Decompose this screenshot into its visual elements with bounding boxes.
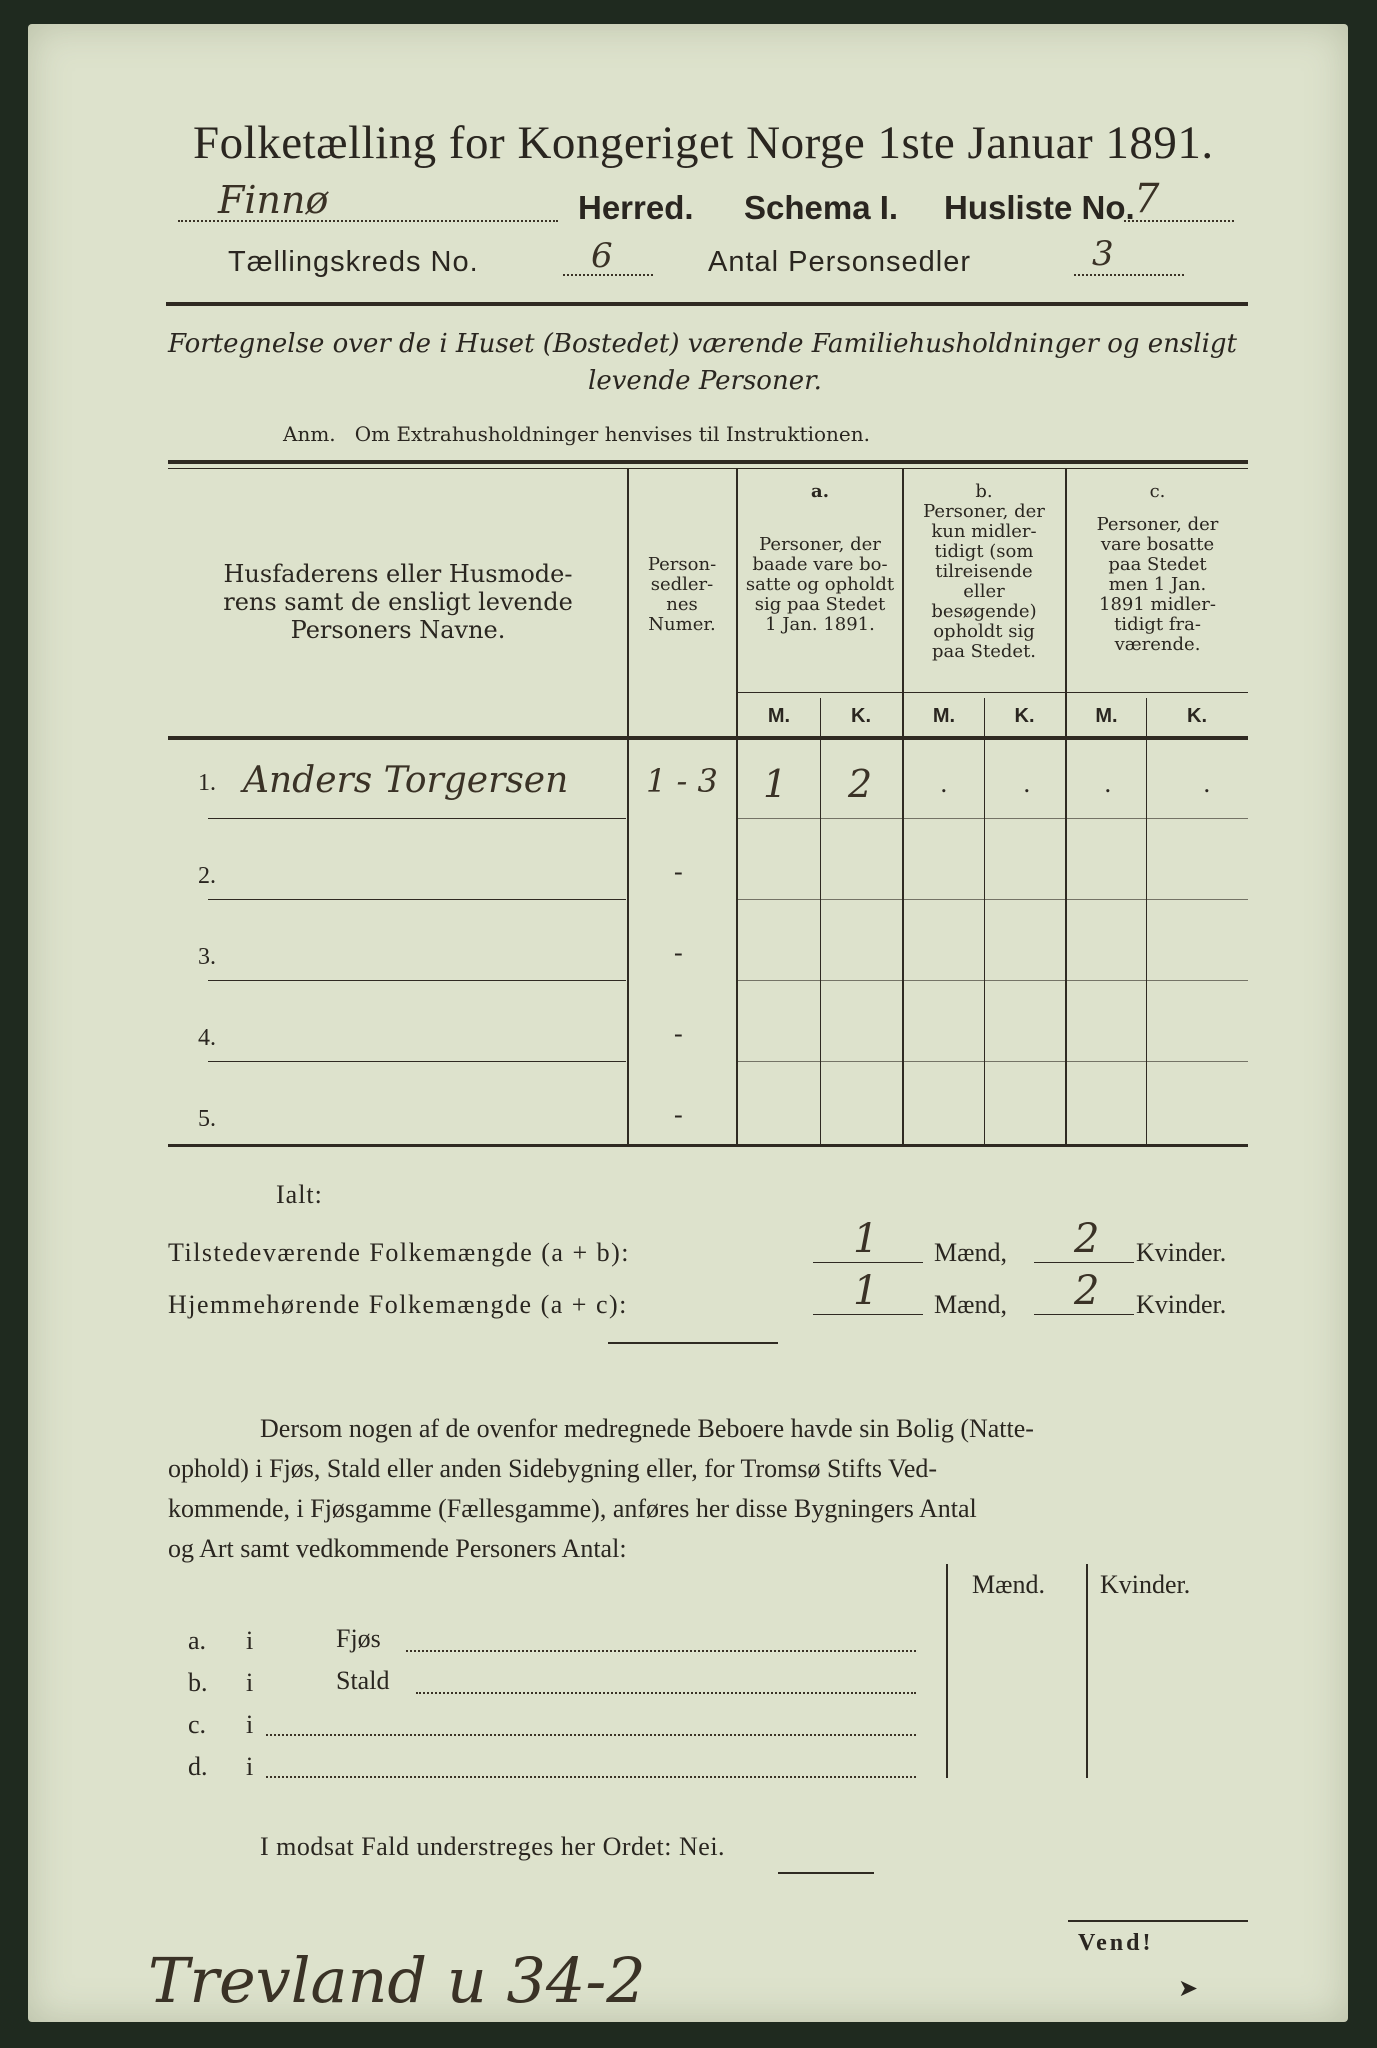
item-prep: i <box>246 1626 254 1655</box>
col-a-letter: a. <box>811 481 829 502</box>
tilstede-maend-value: 1 <box>853 1216 879 1262</box>
antal-value: 3 <box>1092 234 1114 274</box>
hjemme-kvinder-field <box>1034 1268 1134 1316</box>
table-row <box>168 740 1248 821</box>
table-row <box>168 983 1248 1064</box>
item-letter: a. <box>188 1626 207 1655</box>
hjemme-maend-field <box>813 1268 923 1316</box>
number-column-header: Person- sedler- nes Numer. <box>647 554 717 635</box>
building-item <box>176 1746 916 1786</box>
count-c-m: . <box>1104 770 1112 798</box>
item-prep: i <box>246 1752 254 1781</box>
table-row <box>168 902 1248 983</box>
modsat-note: I modsat Fald understreges her Ordet: Nei. <box>260 1832 726 1861</box>
section-divider <box>608 1342 778 1344</box>
buildings-para-line2: ophold) i Fjøs, Stald eller anden Sidebygning eller, for Tromsø Stifts Ved- <box>168 1454 938 1483</box>
col-b-m: M. <box>932 705 956 727</box>
count-a-k: 2 <box>848 762 873 806</box>
row-number: 5. <box>198 1106 216 1132</box>
count-b-k: . <box>1023 770 1031 798</box>
sedler-number: - <box>674 1100 683 1129</box>
col-a-m: M. <box>767 705 791 727</box>
col-b-header: Personer, der kun midler- tidigt (som tilreisende eller besøgende) opholdt sig paa Stedet. <box>923 501 1045 662</box>
building-item <box>176 1620 916 1660</box>
buildings-kvinder-header: Kvinder. <box>1100 1570 1191 1599</box>
col-b-letter: b. <box>975 481 993 502</box>
item-letter: d. <box>188 1752 208 1781</box>
schema-label: Schema I. <box>744 189 899 226</box>
table-row <box>168 1064 1248 1144</box>
count-c-k: . <box>1203 770 1211 798</box>
col-b-k: K. <box>1014 705 1035 727</box>
herred-label: Herred. <box>578 189 694 226</box>
row-number: 1. <box>198 770 216 796</box>
item-letter: c. <box>188 1710 207 1739</box>
ialt-label: Ialt: <box>276 1180 323 1209</box>
table-row <box>168 821 1248 902</box>
sedler-number: - <box>674 1019 683 1048</box>
vend-label: Vend! <box>1078 1930 1154 1956</box>
header-rule <box>166 302 1248 306</box>
intro-line2: levende Personer. <box>588 366 822 396</box>
form-title: Folketælling for Kongeriget Norge 1ste Januar 1891. <box>193 117 1214 169</box>
buildings-divider-right <box>1086 1564 1088 1778</box>
buildings-para-line3: kommende, i Fjøsgamme (Fællesgamme), anføres her disse Bygningers Antal <box>168 1494 977 1523</box>
vend-rule <box>1068 1920 1248 1922</box>
row-number: 3. <box>198 944 216 970</box>
row-number: 4. <box>198 1025 216 1051</box>
tilstede-kvinder-value: 2 <box>1074 1216 1100 1262</box>
husliste-label: Husliste No. <box>944 189 1135 226</box>
item-label: Fjøs <box>336 1624 381 1653</box>
item-prep: i <box>246 1710 254 1739</box>
tilstede-maend-word: Mænd, <box>934 1238 1007 1267</box>
col-c-m: M. <box>1095 705 1118 727</box>
anm-note: Anm. Om Extrahusholdninger henvises til Instruktionen. <box>283 422 870 446</box>
tilstede-kvinder-field <box>1034 1216 1134 1264</box>
antal-field <box>1074 234 1184 278</box>
hjemme-kvinder-word: Kvinder. <box>1136 1290 1227 1319</box>
col-c-header: Personer, der vare bosatte paa Stedet men 1 Jan. 1891 midler- tidigt fra- værende. <box>1096 514 1219 655</box>
handwritten-note: Trevland u 34-2 <box>148 1944 646 2017</box>
hjemme-kvinder-value: 2 <box>1074 1268 1100 1314</box>
herred-value: Finnø <box>218 178 329 222</box>
buildings-maend-header: Mænd. <box>972 1570 1045 1599</box>
buildings-divider-left <box>946 1564 948 1778</box>
count-b-m: . <box>940 770 948 798</box>
sedler-number: - <box>674 857 683 886</box>
household-name: Anders Torgersen <box>243 760 569 801</box>
antal-label: Antal Personsedler <box>708 246 972 278</box>
buildings-para-line1: Dersom nogen af de ovenfor medregnede Beboere havde sin Bolig (Natte- <box>260 1414 1034 1443</box>
intro-line1: Fortegnelse over de i Huset (Bostedet) værende Familiehusholdninger og ensligt <box>168 329 1237 359</box>
name-column-header: Husfaderens eller Husmode- rens samt de ensligt levende Personers Navne. <box>223 560 573 644</box>
col-c-k: K. <box>1187 705 1207 727</box>
husliste-field <box>1124 176 1234 224</box>
tilstede-maend-field <box>813 1216 923 1264</box>
count-a-m: 1 <box>763 762 788 806</box>
hjemme-maend-value: 1 <box>853 1268 879 1314</box>
kreds-label: Tællingskreds No. <box>228 246 479 278</box>
col-c-letter: c. <box>1149 481 1166 502</box>
kreds-value: 6 <box>591 236 613 276</box>
herred-field <box>178 178 558 224</box>
sedler-number: 1 - 3 <box>646 762 718 800</box>
hjemme-maend-word: Mænd, <box>934 1290 1007 1319</box>
arrow-icon: ➤ <box>1178 1974 1199 2002</box>
col-a-header: Personer, der baade vare bo- satte og opholdt sig paa Stedet 1 Jan. 1891. <box>745 534 895 635</box>
hjemme-label: Hjemmehørende Folkemængde (a + c): <box>168 1290 628 1319</box>
item-prep: i <box>246 1668 254 1697</box>
census-form-sheet <box>28 24 1348 2022</box>
buildings-para-line4: og Art samt vedkommende Personers Antal: <box>168 1534 627 1563</box>
husliste-value: 7 <box>1134 176 1160 222</box>
col-a-k: K. <box>851 705 871 727</box>
item-letter: b. <box>188 1668 208 1697</box>
building-item <box>176 1662 916 1702</box>
tilstede-label: Tilstedeværende Folkemængde (a + b): <box>168 1238 630 1267</box>
kreds-field <box>563 236 653 278</box>
sedler-number: - <box>674 938 683 967</box>
row-number: 2. <box>198 863 216 889</box>
household-table <box>168 460 1248 1148</box>
building-item <box>176 1704 916 1744</box>
item-label: Stald <box>336 1666 390 1695</box>
nei-underline <box>778 1872 874 1874</box>
tilstede-kvinder-word: Kvinder. <box>1136 1238 1227 1267</box>
